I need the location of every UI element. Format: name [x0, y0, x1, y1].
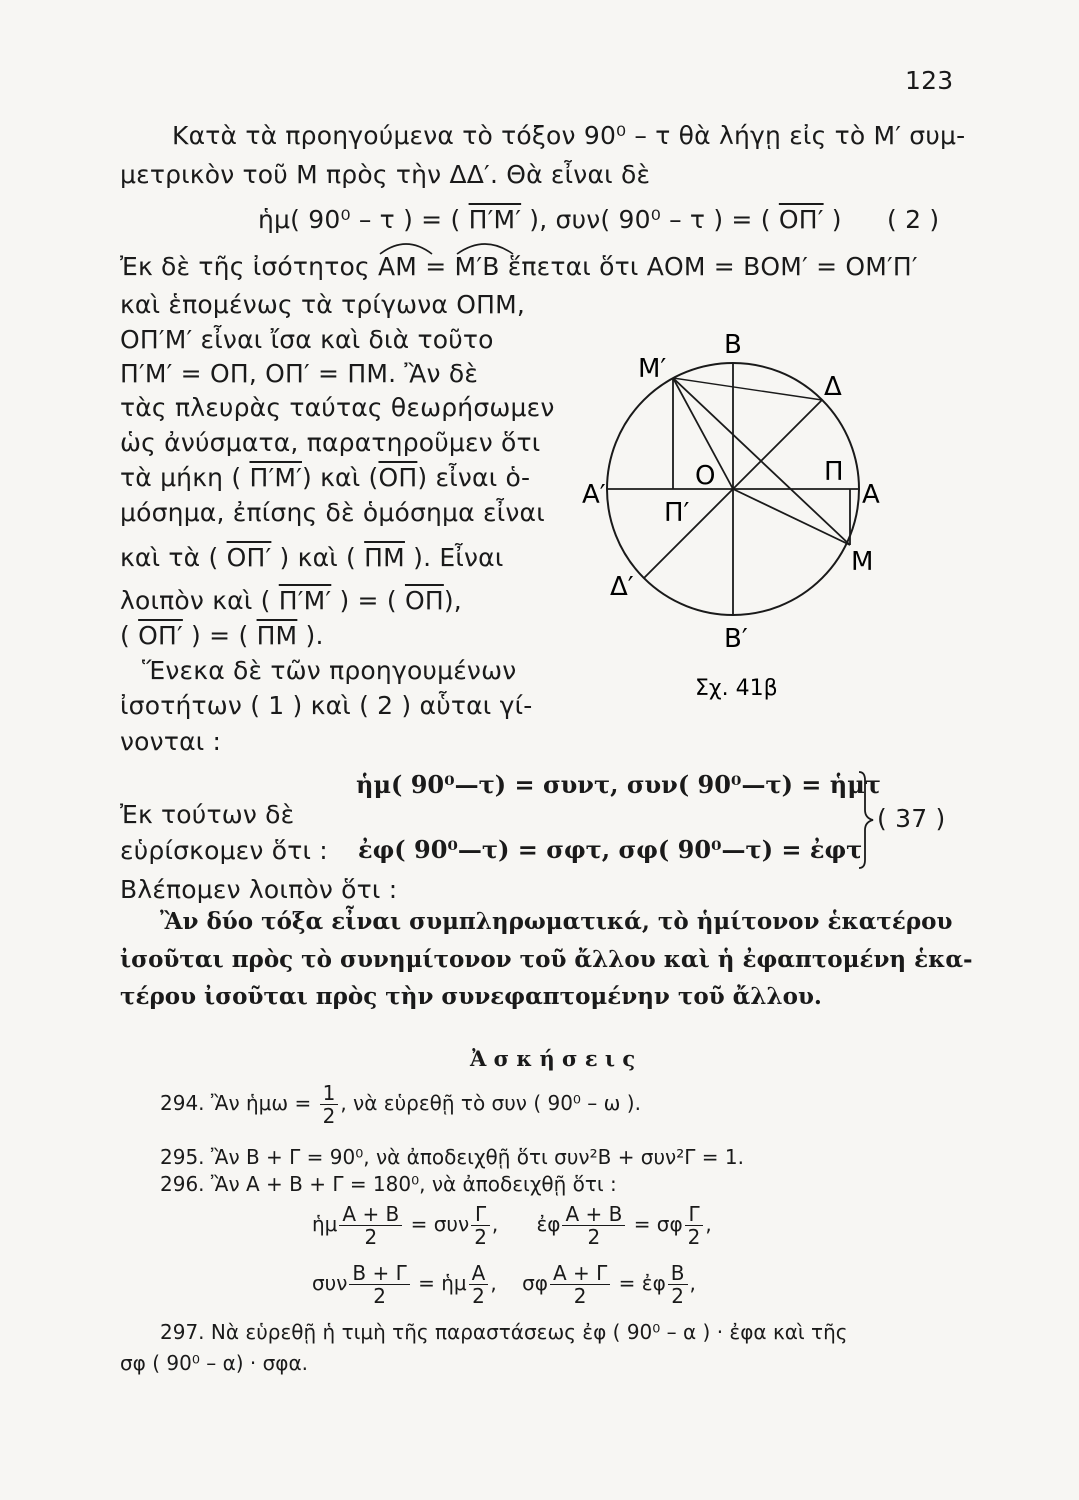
intro-line-2: μετρικὸν τοῦ Μ πρὸς τὴν ΔΔ′. Θὰ εἶναι δὲ [120, 160, 651, 189]
col-line-7: μόσημα, ἐπίσης δὲ ὁμόσημα εἶναι [120, 498, 545, 527]
vector-pm-2: $\overline{\Pi M}$ [364, 543, 405, 572]
exercise-297-line-1: 297. Νὰ εὑρεθῇ ἡ τιμὴ τῆς παραστάσεως ἐφ ( 90⁰ – α ) · ἐφα καὶ τῆς [160, 1320, 848, 1344]
result-left-2: εὑρίσκομεν ὅτι : [120, 836, 328, 865]
label-p1: Π′ [664, 498, 690, 528]
figure-41b [570, 325, 890, 715]
vector-op-1: $\overline{O\Pi}$ [378, 463, 418, 492]
result-eq-1: ἡμ( 90⁰—τ) = συντ, συν( 90⁰—τ) = ἡμτ [356, 770, 881, 799]
label-m1: Μ′ [638, 354, 667, 384]
vector-pm-3: Π′Μ′ [278, 586, 332, 615]
label-d: Δ [824, 372, 842, 402]
equation-2 [258, 205, 842, 235]
arc-line-angles: ΑΟΜ = ΒΟΜ′ = ΟΜ′Π′ [646, 252, 918, 281]
eq2-left: ἡμ( 90⁰ – τ ) = ( [258, 205, 461, 234]
col-line-2: ΟΠ′Μ′ εἶναι ἴσα καὶ διὰ τοῦτο [120, 325, 494, 354]
result-label-37: ( 37 ) [877, 804, 946, 833]
col-line-8: καὶ τὰ ( ΟΠ′ ) καὶ ( $\overline{\Pi M}$ ). Εἶναι [120, 543, 504, 572]
col-line-6: τὰ μήκη ( Π′Μ′) καὶ $(\overline{O\Pi})$ εἶναι ὁ- [120, 463, 531, 492]
col-line-10: ( ΟΠ′ ) = ( $\overline{\Pi M}$ ). [120, 621, 324, 650]
result-left-1: Ἐκ τούτων δὲ [120, 800, 295, 829]
page-number: 123 [905, 66, 954, 95]
blepomen-line: Βλέπομεν λοιπὸν ὅτι : [120, 875, 398, 904]
col-line-12: ἰσοτήτων ( 1 ) καὶ ( 2 ) αὗται γί- [120, 691, 533, 720]
equation-2-label: ( 2 ) [887, 205, 940, 234]
arc-equality-line [120, 252, 918, 282]
label-p: Π [824, 457, 844, 487]
label-b: Β [724, 330, 742, 360]
arc-line-pre: Ἐκ δὲ τῆς ἰσότητος [120, 252, 370, 281]
exercise-294: 294. Ἂν ἡμω = $\frac{1}{2}$ , νὰ εὑρεθῇ τὸ συν ( 90⁰ – ω ). [160, 1081, 641, 1128]
arc-mb: Μ′Β [455, 252, 500, 281]
eq2-end: ) [831, 205, 842, 234]
label-d1: Δ′ [610, 572, 634, 602]
arc-line-mid: ἕπεται ὅτι [507, 252, 639, 281]
arc-am: ΑΜ [378, 252, 417, 281]
label-b1: Β′ [724, 624, 748, 654]
exercise-295: 295. Ἂν Β + Γ = 90⁰, νὰ ἀποδειχθῇ ὅτι συν²Β + συν²Γ = 1. [160, 1145, 744, 1169]
theorem-line-1: Ἂν δύο τόξα εἶναι συμπληρωματικά, τὸ ἡμίτονον ἑκατέρου [160, 908, 953, 935]
vector-op-3: $\overline{O\Pi}$ [404, 586, 444, 615]
vector-pm-1: Π′Μ′ [249, 463, 302, 492]
exercise-296-row-1: ἡμ $\frac{A + B}{2}$ = συν $\frac{\Gamma}{2}$ , ἐφ $\frac{A + B}{2}$ = σφ $\frac{\Gamma}{2}$ , [312, 1202, 712, 1249]
col-line-1: καὶ ἑπομένως τὰ τρίγωνα ΟΠΜ, [120, 290, 525, 319]
theorem-line-3: τέρου ἰσοῦται πρὸς τὴν συνεφαπτομένην τοῦ ἄλλου. [120, 983, 822, 1010]
col-line-9: λοιπὸν καὶ ( Π′Μ′ ) = ( $\overline{O\Pi}$), [120, 586, 462, 615]
arc-mb-symbol [455, 240, 515, 256]
frac-1-2: $\frac{1}{2}$ [320, 1082, 339, 1127]
eq2-vector-op: ΟΠ′ [778, 205, 824, 234]
col-line-5: ὡς ἀνύσματα, παρατηροῦμεν ὅτι [120, 428, 541, 457]
label-o: Ο [695, 461, 716, 491]
arc-line-eq: = [425, 252, 447, 281]
intro-line-1: Κατὰ τὰ προηγούμενα τὸ τόξον 90⁰ – τ θὰ λήγῃ εἰς τὸ Μ′ συμ- [172, 121, 966, 150]
exercise-296: 296. Ἂν Α + Β + Γ = 180⁰, νὰ ἀποδειχθῇ ὅτι : [160, 1172, 617, 1196]
vector-op-2: ΟΠ′ [226, 543, 272, 572]
exercise-297-line-2: σφ ( 90⁰ – α) · σφα. [120, 1351, 309, 1375]
exercise-296-row-2: συν $\frac{B + \Gamma}{2}$ = ἡμ $\frac{A}{2}$ , σφ $\frac{A + \Gamma}{2}$ = ἐφ $\frac{B}{2}$ , [312, 1261, 696, 1308]
exercises-title: Ἀ σ κ ή σ ε ι ς [470, 1046, 636, 1071]
eq2-vector-pm: Π′Μ′ [468, 205, 522, 234]
eq2-mid: ), συν( 90⁰ – τ ) = ( [529, 205, 771, 234]
label-a1: Α′ [582, 480, 606, 510]
col-line-3: Π′Μ′ = ΟΠ, ΟΠ′ = ΠΜ. Ἂν δὲ [120, 359, 479, 388]
result-eq-2: ἐφ( 90⁰—τ) = σφτ, σφ( 90⁰—τ) = ἐφτ [358, 835, 863, 864]
label-m: Μ [851, 547, 874, 577]
col-line-11: Ἕνεκα δὲ τῶν προηγουμένων [142, 656, 517, 685]
col-line-13: νονται : [120, 727, 222, 756]
segment-om [733, 489, 850, 545]
theorem-line-2: ἰσοῦται πρὸς τὸ συνημίτονον τοῦ ἄλλου καὶ ἡ ἐφαπτομένη ἑκα- [120, 946, 973, 973]
vector-op-4: ΟΠ′ [138, 621, 183, 650]
col-line-4: τὰς πλευρὰς ταύτας θεωρήσωμεν [120, 393, 555, 422]
label-a: Α [862, 480, 880, 510]
figure-caption: Σχ. 41β [695, 676, 778, 701]
arc-am-symbol [378, 240, 434, 256]
vector-pm-4: $\overline{\Pi M}$ [256, 621, 298, 650]
